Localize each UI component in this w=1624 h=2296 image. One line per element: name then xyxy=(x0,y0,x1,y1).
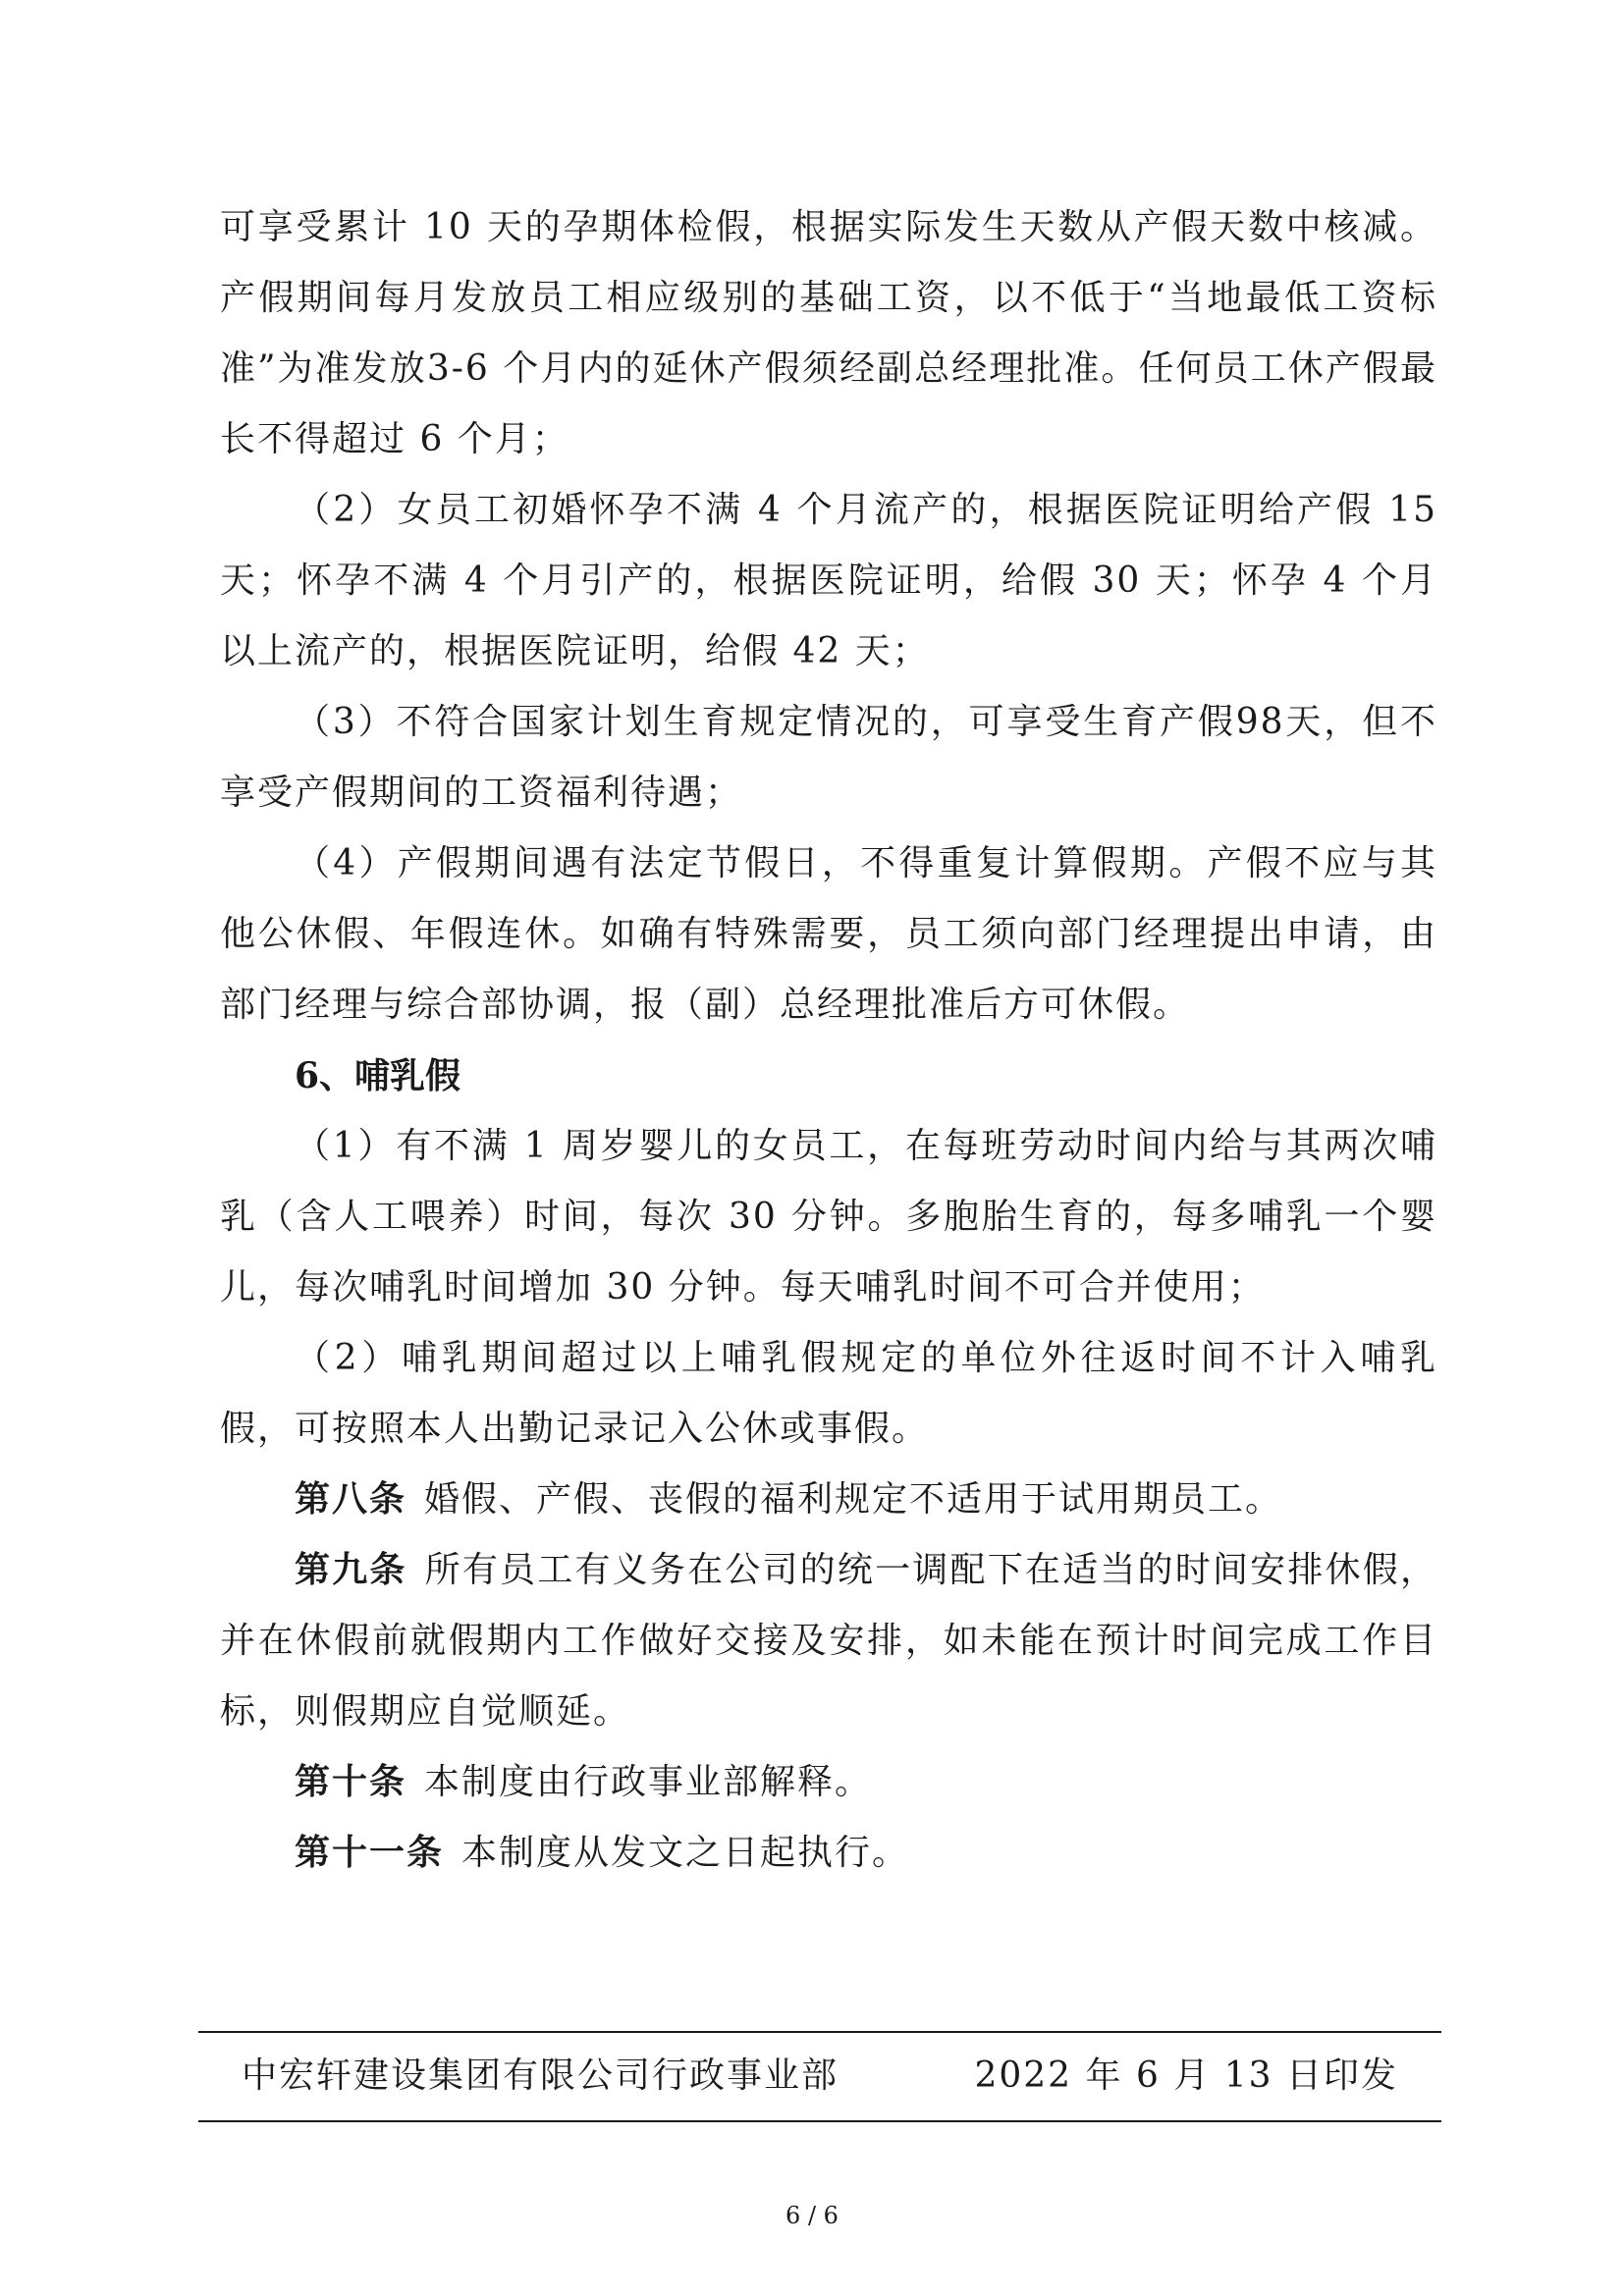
issuance-footer xyxy=(198,2031,1441,2123)
document-body xyxy=(220,192,1437,1889)
issuer-department: 中宏轩建设集团有限公司行政事业部 xyxy=(242,2056,839,2096)
page-number: 6 / 6 xyxy=(785,2202,839,2229)
footer-bottom-rule xyxy=(198,2120,1441,2122)
article-9-text: 所有员工有义务在公司的统一调配下在适当的时间安排休假，并在休假前就假期内工作做好交接及安排，如未能在预计时间完成工作目标，则假期应自觉顺延。 xyxy=(220,1550,1437,1732)
article-9 xyxy=(220,1535,1437,1747)
section-heading-nursing-leave: 6、哺乳假 xyxy=(295,1055,461,1096)
paragraph-miscarriage-leave: （2）女员工初婚怀孕不满 4 个月流产的，根据医院证明给产假 15 天；怀孕不满 4 个月引产的，根据医院证明，给假 30 天；怀孕 4 个月以上流产的，根据医院证明，给假 42 天； xyxy=(220,490,1437,671)
article-8-label: 第八条 xyxy=(295,1479,407,1520)
article-8 xyxy=(220,1465,1437,1535)
article-10-label: 第十条 xyxy=(295,1762,407,1802)
article-10-text: 本制度由行政事业部解释。 xyxy=(424,1762,873,1802)
paragraph-maternity-checkup: 可享受累计 10 天的孕期体检假，根据实际发生天数从产假天数中核减。产假期间每月发放员工相应级别的基础工资，以不低于“当地最低工资标准”为准发放3-6 个月内的延休产假须经副总经理批准。任何员工休产假最长不得超过 6 个月； xyxy=(220,207,1437,459)
article-9-label: 第九条 xyxy=(295,1550,407,1590)
paragraph-nursing-time: （1）有不满 1 周岁婴儿的女员工，在每班劳动时间内给与其两次哺乳（含人工喂养）时间，每次 30 分钟。多胞胎生育的，每多哺乳一个婴儿，每次哺乳时间增加 30 分钟。每天哺乳时间不可合并使用； xyxy=(220,1126,1437,1308)
issue-date: 2022 年 6 月 13 日印发 xyxy=(974,2056,1398,2096)
footer-top-rule xyxy=(198,2031,1441,2033)
article-11-text: 本制度从发文之日起执行。 xyxy=(461,1833,910,1873)
article-8-text: 婚假、产假、丧假的福利规定不适用于试用期员工。 xyxy=(424,1479,1283,1520)
article-11-label: 第十一条 xyxy=(295,1833,445,1873)
article-10 xyxy=(220,1747,1437,1818)
paragraph-noncompliant-birth: （3）不符合国家计划生育规定情况的，可享受生育产假98天，但不享受产假期间的工资福利待遇； xyxy=(220,702,1437,813)
article-11 xyxy=(220,1818,1437,1889)
paragraph-nursing-excess: （2）哺乳期间超过以上哺乳假规定的单位外往返时间不计入哺乳假，可按照本人出勤记录记入公休或事假。 xyxy=(220,1338,1437,1449)
paragraph-holiday-rule: （4）产假期间遇有法定节假日，不得重复计算假期。产假不应与其他公休假、年假连休。如确有特殊需要，员工须向部门经理提出申请，由部门经理与综合部协调，报（副）总经理批准后方可休假。 xyxy=(220,843,1437,1025)
